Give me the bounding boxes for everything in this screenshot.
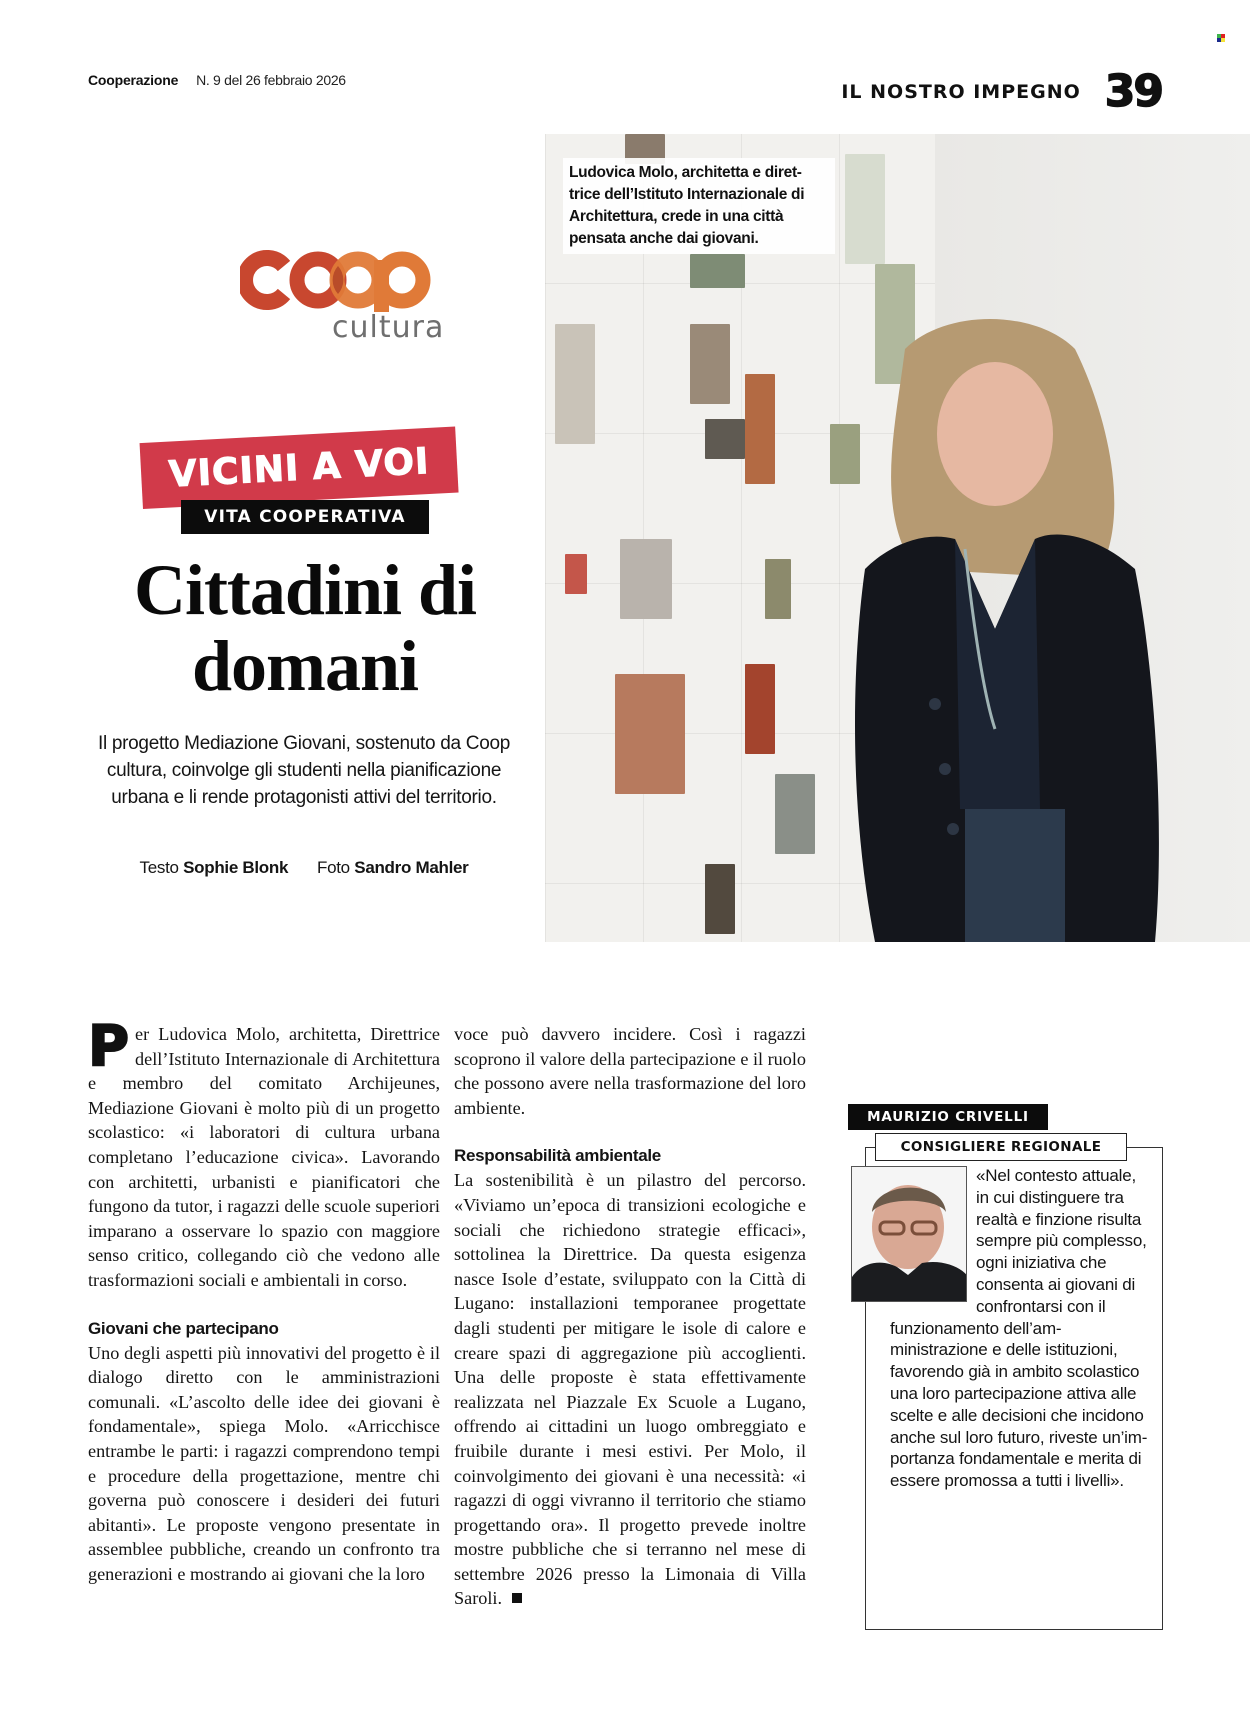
body-paragraph: Per Ludovica Molo, architetta, Direttrice dell’Istituto Internazionale di Architettura e membro del comitato Archijeunes, Mediazione Giovani è molto più di un progetto scolastico: «i laboratori di cultura urbana completano l’educazione civica». Lavorando con architetti, urbanisti e pianificatori che fungono da tutor, i ragazzi delle scuole superiori imparano a osservare lo spazio con maggiore senso critico, collegando ciò che vedono alle trasformazioni sociali e ambientali in corso. <box>88 1014 440 1290</box>
kicker-label-primary: VICINI A VOI <box>140 427 459 509</box>
article-lede: Il progetto Mediazione Giovani, sostenuto da Coop cultura, coinvolge gli studenti nella pianificazione urbana e li rende protagonisti attivi del territorio. <box>97 733 510 808</box>
byline-text-author: Sophie Blonk <box>183 858 289 877</box>
byline-photo-author: Sandro Mahler <box>354 858 469 877</box>
subhead-giovani: Giovani che partecipano <box>88 1318 279 1338</box>
section-header <box>841 66 1162 117</box>
drop-cap: P <box>88 1014 130 1079</box>
body-paragraph: La sostenibilità è un pilastro del percorso. «Viviamo un’epoca di transizioni ecologiche e sociali che richiedono strategie efficaci», sottolinea la Direttrice. Da questa esigenza nasce Isole d’estate, sviluppato con la Città di Lugano: installazioni temporanee progettate dagli studenti per mitigare le isole di calore e creare spazi di aggregazione più accoglienti. Una delle proposte è stata effettivamente realizzata nel Piazzale Ex Scuole a Lugano, offrendo ai cittadini un luogo ombreggiato e fruibile durante i mesi estivi. Per Molo, il coinvolgimento dei giovani è una necessità: «i ragazzi di oggi vivranno il territorio che stiamo progettando ora». Il progetto prevede inoltre mostre pubbliche che si terranno nel mese di settembre 2026 presso la Limonaia di Villa Saroli. <box>454 1170 806 1609</box>
page-number: 39 <box>1104 66 1162 117</box>
end-of-article-icon <box>512 1593 522 1603</box>
article-headline: Cittadini di domani <box>133 550 477 706</box>
body-paragraph: Uno degli aspetti più innovativi del progetto è il dialogo diretto con le amministrazioni comunali. «L’ascolto delle idee dei giovani è fondamentale», spiega Molo. «Arricchisce entrambe le parti: i ragazzi comprendono tempi e procedure della progettazione, mentre chi governa può conoscere i desideri dei futuri abitanti». Le proposte vengono presentate in assemblee pubbliche, creando un confronto tra generazioni e mostrando ai giovani che la loro <box>88 1342 440 1584</box>
print-registration-mark <box>1217 34 1225 42</box>
coop-wordmark-icon <box>240 248 440 312</box>
main-photo <box>545 134 1250 942</box>
article-column-1 <box>88 1014 440 1586</box>
coop-cultura-logo <box>240 248 465 348</box>
byline-photo-label: Foto <box>317 858 350 877</box>
body-paragraph: voce può davvero incidere. Così i ragazzi scoprono il valore della partecipazione e il ruolo che possono avere nella trasformazione del loro ambiente. <box>454 1024 806 1118</box>
logo-subtitle: cultura <box>332 310 445 345</box>
quote-author-photo <box>851 1166 967 1302</box>
article-column-2 <box>454 1022 806 1611</box>
quote-text: «Nel contesto attuale, in cui distinguere tra realtà e finzione risulta sempre più complesso, ogni iniziativa che consenta ai giovani di confrontarsi con il funzionamento dell’amministrazione e delle istituzioni, favorendo già in ambito scolastico una loro partecipazione attiva alle scelte e alle decisioni che incidono anche sul loro futuro, riveste un’importanza fondamentale e merita di essere promossa a tutti i livelli». <box>890 1166 1148 1491</box>
kicker-label-secondary: VITA COOPERATIVA <box>181 500 429 534</box>
byline-text-label: Testo <box>139 858 179 877</box>
section-title: IL NOSTRO IMPEGNO <box>841 81 1081 103</box>
subhead-responsabilita: Responsabilità ambientale <box>454 1146 661 1166</box>
masthead <box>88 72 346 88</box>
issue-date: N. 9 del 26 febbraio 2026 <box>196 72 346 88</box>
publication-name: Cooperazione <box>88 72 179 88</box>
quote-author-role: CONSIGLIERE REGIONALE <box>875 1133 1127 1161</box>
portrait-maurizio-crivelli <box>852 1167 967 1302</box>
portrait-ludovica-molo <box>835 309 1175 942</box>
photo-caption: Ludovica Molo, architetta e diret-trice dell’Istituto Internazionale di Architettura, crede in una città pensata anche dai giovani. <box>563 158 835 254</box>
byline <box>88 858 520 878</box>
quote-author-name: MAURIZIO CRIVELLI <box>848 1104 1048 1130</box>
